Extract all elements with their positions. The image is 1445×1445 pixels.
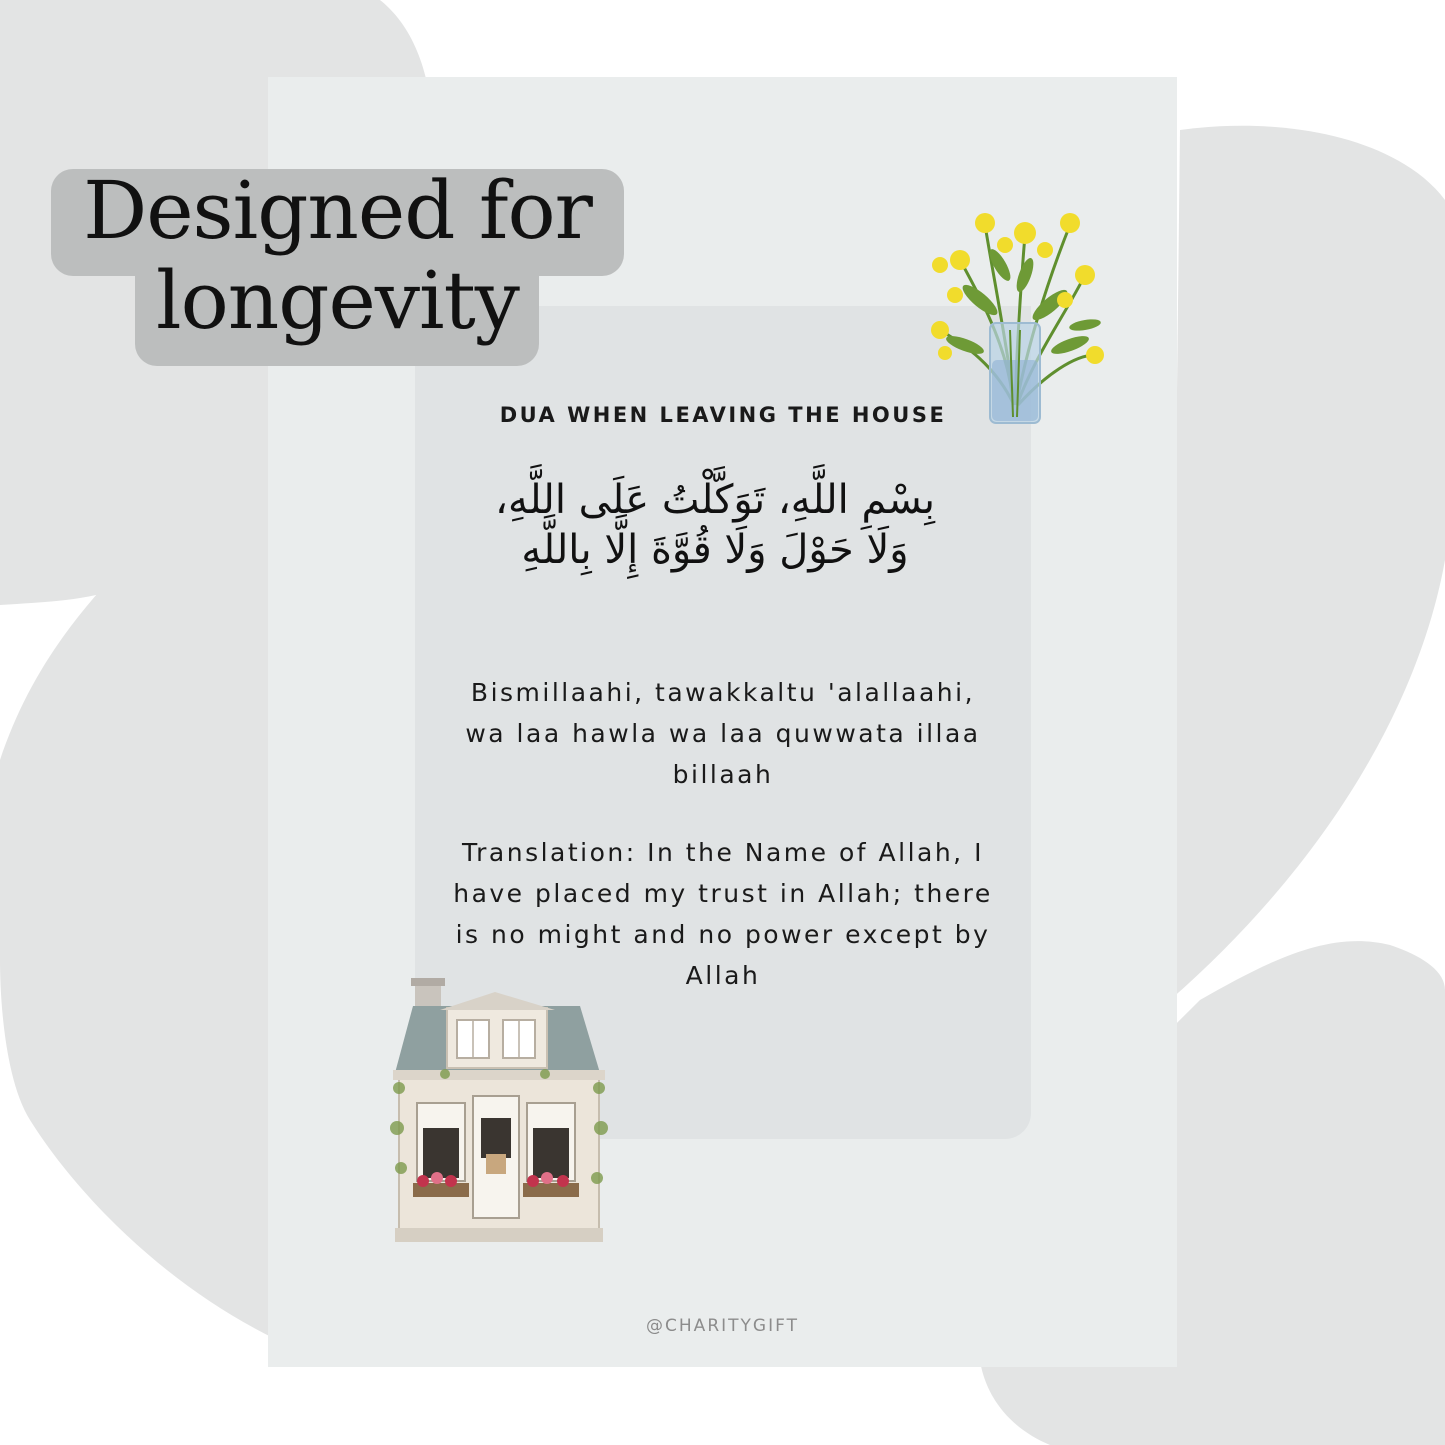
base xyxy=(395,1228,603,1242)
flower-vase-icon xyxy=(925,205,1105,430)
transliteration: Bismillaahi, tawakkaltu 'alallaahi, wa laa hawla wa laa quwwata illaa billaah xyxy=(465,678,981,789)
dua-title: DUA WHEN LEAVING THE HOUSE xyxy=(499,403,947,427)
headline-line1: Designed for xyxy=(83,164,592,257)
translation: Translation: In the Name of Allah, I have placed my trust in Allah; there is no might and no power except by Allah xyxy=(453,838,993,990)
eave xyxy=(393,1070,605,1080)
shop-window-right xyxy=(527,1103,575,1181)
headline-line2: longevity xyxy=(156,254,519,347)
shop-window-left xyxy=(417,1103,465,1181)
front-door xyxy=(473,1096,519,1218)
headline xyxy=(51,166,624,346)
glass-vase xyxy=(990,323,1040,423)
social-handle: @CHARITYGIFT xyxy=(646,1316,799,1336)
arabic-dua: بِسْمِ اللَّهِ، تَوَكَّلْتُ عَلَى اللَّهِ، وَلَا حَوْلَ وَلَا قُوَّةَ إِلَّا بِاللَّهِ xyxy=(495,477,935,573)
dormer xyxy=(440,992,555,1068)
blob-right xyxy=(1170,126,1445,1000)
cottage-house-icon xyxy=(385,978,610,1250)
